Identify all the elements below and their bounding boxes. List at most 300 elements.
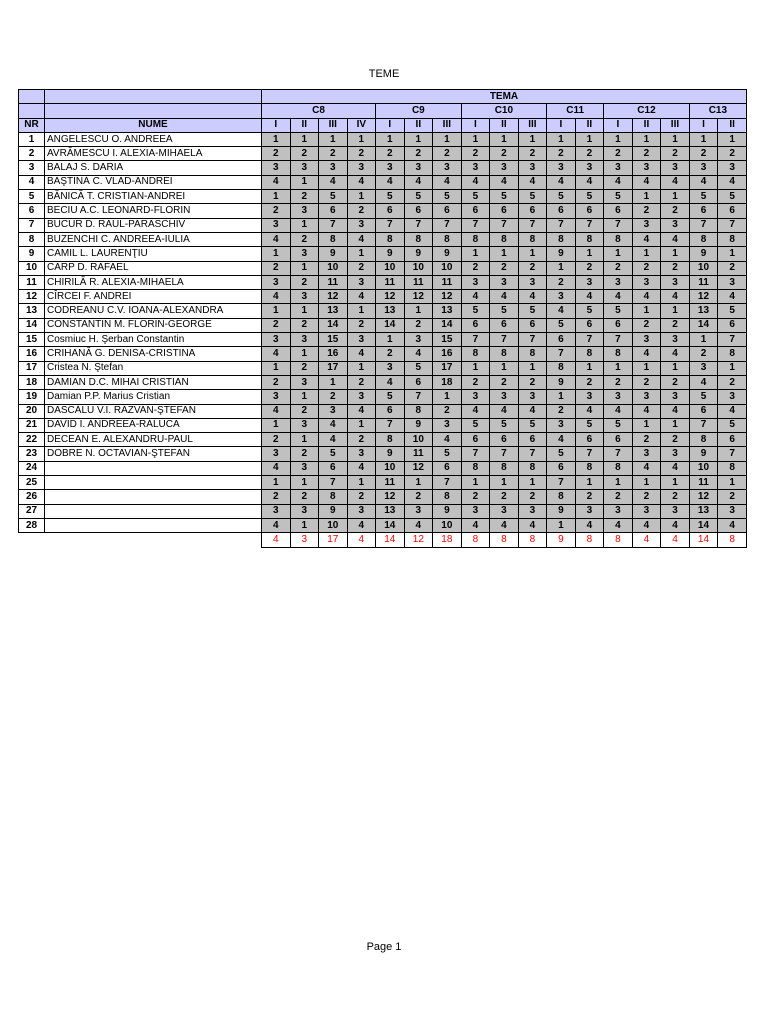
table-row (19, 190, 747, 204)
assignment-cell: 1 (632, 476, 661, 490)
assignment-cell: 8 (575, 461, 604, 475)
student-name: CHIRILĂ R. ALEXIA-MIHAELA (45, 275, 262, 289)
assignment-cell: 3 (433, 418, 462, 432)
assignment-cell: 3 (718, 504, 747, 518)
assignment-cell: 2 (575, 490, 604, 504)
assignment-cell: 3 (319, 161, 348, 175)
header-column: IV (347, 118, 376, 132)
assignment-cell: 1 (718, 476, 747, 490)
assignment-cell: 5 (376, 390, 405, 404)
assignment-cell: 3 (290, 161, 319, 175)
student-name: DASCĂLU V.I. RĂZVAN-ŞTEFAN (45, 404, 262, 418)
assignment-cell: 12 (433, 290, 462, 304)
assignment-cell: 2 (632, 147, 661, 161)
assignment-cell: 3 (262, 333, 291, 347)
student-name (45, 490, 262, 504)
assignment-cell: 11 (376, 476, 405, 490)
assignment-cell: 3 (661, 161, 690, 175)
assignment-cell: 4 (319, 175, 348, 189)
assignment-cell: 2 (404, 318, 433, 332)
assignment-cell: 1 (290, 132, 319, 146)
assignment-cell: 7 (319, 218, 348, 232)
assignment-cell: 2 (461, 375, 490, 389)
assignment-cell: 2 (490, 375, 519, 389)
assignment-cell: 2 (376, 147, 405, 161)
assignment-cell: 2 (661, 261, 690, 275)
assignment-cell: 10 (319, 518, 348, 532)
assignment-cell: 3 (290, 461, 319, 475)
assignment-cell: 7 (461, 218, 490, 232)
assignment-cell: 2 (661, 204, 690, 218)
assignment-cell: 5 (547, 318, 576, 332)
assignment-cell: 1 (547, 132, 576, 146)
assignment-cell: 11 (319, 275, 348, 289)
assignment-cell: 4 (262, 232, 291, 246)
assignment-cell: 3 (347, 275, 376, 289)
assignment-cell: 6 (604, 318, 633, 332)
assignment-cell: 3 (632, 161, 661, 175)
total-cell: 4 (262, 533, 291, 547)
assignment-cell: 3 (661, 504, 690, 518)
assignment-cell: 4 (347, 404, 376, 418)
assignment-cell: 1 (661, 132, 690, 146)
assignment-cell: 6 (547, 204, 576, 218)
assignment-cell: 5 (689, 190, 718, 204)
row-number: 25 (19, 476, 45, 490)
table-row (19, 404, 747, 418)
row-number: 10 (19, 261, 45, 275)
student-name: AVRĂMESCU I. ALEXIA-MIHAELA (45, 147, 262, 161)
assignment-cell: 4 (604, 518, 633, 532)
assignment-cell: 8 (547, 361, 576, 375)
assignment-cell: 1 (262, 247, 291, 261)
assignment-cell: 3 (718, 161, 747, 175)
assignment-cell: 4 (604, 404, 633, 418)
table-row (19, 518, 747, 532)
assignment-cell: 7 (547, 347, 576, 361)
assignment-cell: 2 (518, 147, 547, 161)
total-cell: 8 (461, 533, 490, 547)
assignment-cell: 8 (490, 347, 519, 361)
assignment-cell: 1 (461, 361, 490, 375)
assignment-cell: 14 (376, 318, 405, 332)
assignment-cell: 2 (262, 204, 291, 218)
assignment-cell: 8 (319, 232, 348, 246)
assignment-cell: 2 (604, 261, 633, 275)
assignment-cell: 2 (290, 361, 319, 375)
student-name: BECIU A.C. LEONARD-FLORIN (45, 204, 262, 218)
row-number: 28 (19, 518, 45, 532)
totals-blank (19, 533, 45, 547)
assignment-cell: 1 (661, 476, 690, 490)
assignment-cell: 3 (718, 390, 747, 404)
assignment-cell: 1 (290, 175, 319, 189)
assignment-cell: 3 (262, 504, 291, 518)
assignment-cell: 2 (290, 147, 319, 161)
assignment-cell: 1 (632, 132, 661, 146)
assignment-cell: 1 (518, 476, 547, 490)
assignment-cell: 3 (461, 390, 490, 404)
header-blank-name (45, 90, 262, 104)
assignment-cell: 1 (319, 375, 348, 389)
assignment-cell: 8 (319, 490, 348, 504)
assignment-cell: 2 (661, 375, 690, 389)
assignment-cell: 6 (604, 433, 633, 447)
assignment-cell: 1 (575, 132, 604, 146)
assignment-cell: 12 (404, 461, 433, 475)
assignment-cell: 6 (490, 433, 519, 447)
assignment-cell: 5 (433, 447, 462, 461)
row-number: 3 (19, 161, 45, 175)
assignment-cell: 3 (490, 390, 519, 404)
assignment-cell: 1 (290, 433, 319, 447)
assignment-cell: 2 (689, 147, 718, 161)
assignment-cell: 2 (347, 204, 376, 218)
student-name: CONSTANTIN M. FLORIN-GEORGE (45, 318, 262, 332)
assignment-cell: 2 (290, 275, 319, 289)
assignment-cell: 5 (461, 304, 490, 318)
assignment-cell: 5 (319, 447, 348, 461)
assignment-cell: 1 (262, 304, 291, 318)
assignment-cell: 3 (604, 275, 633, 289)
assignment-cell: 6 (319, 204, 348, 218)
total-cell: 4 (347, 533, 376, 547)
assignment-cell: 8 (490, 461, 519, 475)
assignment-cell: 2 (547, 147, 576, 161)
assignment-cell: 9 (404, 418, 433, 432)
total-cell: 8 (604, 533, 633, 547)
assignment-cell: 4 (632, 290, 661, 304)
assignment-cell: 16 (433, 347, 462, 361)
assignment-cell: 2 (347, 147, 376, 161)
assignment-cell: 1 (347, 361, 376, 375)
table-row (19, 147, 747, 161)
assignment-cell: 3 (290, 418, 319, 432)
total-cell: 4 (632, 533, 661, 547)
assignment-cell: 13 (689, 304, 718, 318)
assignment-cell: 2 (262, 318, 291, 332)
assignment-cell: 4 (518, 175, 547, 189)
assignment-cell: 15 (319, 333, 348, 347)
assignment-cell: 4 (347, 175, 376, 189)
row-number: 14 (19, 318, 45, 332)
assignment-cell: 2 (632, 490, 661, 504)
assignment-cell: 8 (575, 347, 604, 361)
table-row (19, 361, 747, 375)
table-row (19, 433, 747, 447)
assignment-cell: 3 (290, 333, 319, 347)
assignment-cell: 1 (632, 361, 661, 375)
table-row (19, 275, 747, 289)
table-row (19, 504, 747, 518)
assignment-cell: 11 (376, 275, 405, 289)
assignment-cell: 4 (604, 290, 633, 304)
assignment-cell: 1 (718, 247, 747, 261)
assignment-cell: 4 (347, 461, 376, 475)
assignment-cell: 3 (461, 161, 490, 175)
assignment-cell: 3 (518, 504, 547, 518)
assignment-cell: 5 (718, 418, 747, 432)
assignment-cell: 4 (518, 404, 547, 418)
page-title: TEME (368, 68, 400, 80)
assignment-cell: 1 (575, 476, 604, 490)
row-number: 16 (19, 347, 45, 361)
table-row (19, 347, 747, 361)
assignment-cell: 3 (433, 161, 462, 175)
assignment-cell: 6 (433, 204, 462, 218)
assignment-cell: 2 (347, 261, 376, 275)
assignment-cell: 2 (319, 390, 348, 404)
row-number: 11 (19, 275, 45, 289)
assignment-cell: 6 (689, 204, 718, 218)
assignment-cell: 12 (689, 290, 718, 304)
assignment-cell: 1 (319, 132, 348, 146)
assignment-cell: 7 (604, 333, 633, 347)
assignment-cell: 12 (689, 490, 718, 504)
assignment-cell: 1 (604, 132, 633, 146)
total-cell: 12 (404, 533, 433, 547)
assignment-cell: 2 (404, 490, 433, 504)
assignment-cell: 7 (718, 447, 747, 461)
assignment-cell: 3 (575, 275, 604, 289)
row-number: 2 (19, 147, 45, 161)
header-column: I (547, 118, 576, 132)
assignment-cell: 9 (376, 447, 405, 461)
assignment-cell: 11 (689, 476, 718, 490)
assignment-cell: 4 (319, 433, 348, 447)
assignment-cell: 12 (376, 490, 405, 504)
row-number: 1 (19, 132, 45, 146)
assignment-cell: 3 (632, 218, 661, 232)
assignment-cell: 5 (547, 447, 576, 461)
student-name (45, 518, 262, 532)
total-cell: 14 (376, 533, 405, 547)
table-row (19, 333, 747, 347)
assignment-cell: 4 (604, 175, 633, 189)
assignment-cell: 5 (575, 190, 604, 204)
assignment-cell: 6 (718, 433, 747, 447)
assignment-cell: 1 (575, 361, 604, 375)
header-group: C11 (547, 104, 604, 118)
assignment-cell: 3 (575, 390, 604, 404)
table-row (19, 175, 747, 189)
assignment-cell: 6 (604, 204, 633, 218)
row-number: 7 (19, 218, 45, 232)
assignment-cell: 2 (290, 232, 319, 246)
assignment-cell: 2 (718, 147, 747, 161)
assignment-cell: 10 (376, 461, 405, 475)
assignment-cell: 5 (689, 390, 718, 404)
assignment-cell: 4 (632, 232, 661, 246)
assignment-cell: 10 (376, 261, 405, 275)
assignment-cell: 3 (632, 333, 661, 347)
assignment-cell: 1 (461, 476, 490, 490)
assignment-cell: 8 (689, 433, 718, 447)
student-name: CODREANU C.V. IOANA-ALEXANDRA (45, 304, 262, 318)
assignment-cell: 5 (604, 418, 633, 432)
assignment-cell: 4 (490, 518, 519, 532)
assignment-cell: 1 (376, 132, 405, 146)
table-row (19, 261, 747, 275)
table-row (19, 161, 747, 175)
assignment-cell: 3 (632, 504, 661, 518)
assignment-cell: 4 (490, 175, 519, 189)
assignment-cell: 4 (661, 290, 690, 304)
assignment-cell: 1 (262, 361, 291, 375)
assignment-cell: 10 (689, 261, 718, 275)
row-number: 6 (19, 204, 45, 218)
assignment-cell: 2 (461, 490, 490, 504)
assignment-cell: 1 (433, 390, 462, 404)
row-number: 20 (19, 404, 45, 418)
assignment-cell: 5 (490, 304, 519, 318)
assignment-cell: 11 (404, 275, 433, 289)
row-number: 15 (19, 333, 45, 347)
assignment-cell: 3 (404, 161, 433, 175)
header-group: C13 (689, 104, 746, 118)
assignment-cell: 2 (604, 147, 633, 161)
assignment-cell: 2 (490, 261, 519, 275)
student-name (45, 504, 262, 518)
header-group: C9 (376, 104, 462, 118)
assignment-cell: 2 (347, 433, 376, 447)
assignment-cell: 7 (718, 218, 747, 232)
student-name: CAMIL L. LAURENŢIU (45, 247, 262, 261)
assignment-cell: 9 (433, 247, 462, 261)
header-column: II (290, 118, 319, 132)
table-row (19, 390, 747, 404)
assignment-cell: 6 (433, 461, 462, 475)
assignment-cell: 4 (518, 518, 547, 532)
assignment-cell: 4 (262, 518, 291, 532)
assignment-cell: 4 (547, 175, 576, 189)
assignment-cell: 7 (376, 218, 405, 232)
assignment-cell: 8 (547, 490, 576, 504)
assignment-cell: 2 (518, 490, 547, 504)
assignment-cell: 2 (319, 147, 348, 161)
table-row (19, 461, 747, 475)
row-number: 5 (19, 190, 45, 204)
assignment-cell: 1 (490, 247, 519, 261)
student-name: BUCUR D. RAUL-PARASCHIV (45, 218, 262, 232)
assignment-cell: 8 (461, 232, 490, 246)
assignment-cell: 2 (689, 347, 718, 361)
assignment-cell: 2 (347, 375, 376, 389)
assignment-cell: 3 (661, 447, 690, 461)
assignment-cell: 4 (661, 461, 690, 475)
assignment-cell: 4 (518, 290, 547, 304)
assignment-cell: 4 (404, 175, 433, 189)
assignment-cell: 5 (547, 190, 576, 204)
assignment-cell: 7 (604, 447, 633, 461)
assignment-cell: 6 (404, 204, 433, 218)
total-cell: 17 (319, 533, 348, 547)
row-number: 12 (19, 290, 45, 304)
assignment-cell: 4 (433, 433, 462, 447)
assignment-cell: 7 (689, 418, 718, 432)
assignment-cell: 7 (604, 218, 633, 232)
assignment-cell: 4 (661, 347, 690, 361)
student-name: DECEAN E. ALEXANDRU-PAUL (45, 433, 262, 447)
assignment-cell: 5 (461, 190, 490, 204)
assignment-cell: 8 (404, 232, 433, 246)
assignment-cell: 2 (518, 261, 547, 275)
assignment-cell: 1 (461, 132, 490, 146)
header-column: I (262, 118, 291, 132)
assignment-cell: 1 (490, 476, 519, 490)
header-column: II (490, 118, 519, 132)
assignment-cell: 1 (689, 132, 718, 146)
assignment-cell: 3 (347, 447, 376, 461)
assignment-cell: 2 (661, 490, 690, 504)
assignment-cell: 14 (433, 318, 462, 332)
header-column: III (319, 118, 348, 132)
assignment-cell: 6 (461, 318, 490, 332)
row-number: 19 (19, 390, 45, 404)
assignment-cell: 4 (575, 518, 604, 532)
assignment-cell: 2 (661, 433, 690, 447)
table-row (19, 476, 747, 490)
total-cell: 14 (689, 533, 718, 547)
assignment-cell: 7 (490, 218, 519, 232)
assignment-cell: 2 (661, 318, 690, 332)
assignment-cell: 13 (689, 504, 718, 518)
table-row (19, 447, 747, 461)
header-blank-nr-2 (19, 104, 45, 118)
assignment-cell: 3 (490, 504, 519, 518)
row-number: 27 (19, 504, 45, 518)
assignment-cell: 3 (347, 161, 376, 175)
assignment-cell: 1 (347, 476, 376, 490)
student-name: Cosmiuc H. Şerban Constantin (45, 333, 262, 347)
student-name: CRIHANĂ G. DENISA-CRISTINA (45, 347, 262, 361)
table-row (19, 218, 747, 232)
assignment-cell: 7 (689, 218, 718, 232)
assignment-cell: 1 (262, 132, 291, 146)
total-cell: 8 (718, 533, 747, 547)
assignment-cell: 3 (262, 447, 291, 461)
header-nume: NUME (45, 118, 262, 132)
assignment-cell: 4 (376, 375, 405, 389)
assignment-cell: 4 (262, 404, 291, 418)
assignment-cell: 7 (575, 333, 604, 347)
assignment-cell: 2 (262, 261, 291, 275)
assignment-cell: 6 (547, 333, 576, 347)
assignment-cell: 1 (290, 304, 319, 318)
assignment-cell: 3 (262, 275, 291, 289)
assignment-cell: 6 (518, 318, 547, 332)
assignment-cell: 9 (547, 504, 576, 518)
assignment-cell: 4 (689, 375, 718, 389)
totals-blank (45, 533, 262, 547)
assignment-cell: 2 (518, 375, 547, 389)
header-group: C10 (461, 104, 547, 118)
assignment-cell: 6 (376, 204, 405, 218)
total-cell: 9 (547, 533, 576, 547)
assignment-cell: 8 (718, 461, 747, 475)
assignment-cell: 5 (404, 361, 433, 375)
assignment-cell: 4 (262, 461, 291, 475)
assignment-cell: 14 (319, 318, 348, 332)
assignment-cell: 10 (433, 518, 462, 532)
assignment-cell: 3 (262, 161, 291, 175)
assignment-cell: 1 (718, 132, 747, 146)
assignment-cell: 4 (461, 175, 490, 189)
assignment-cell: 7 (461, 333, 490, 347)
assignment-cell: 2 (604, 490, 633, 504)
assignment-cell: 4 (632, 347, 661, 361)
assignment-cell: 4 (575, 290, 604, 304)
